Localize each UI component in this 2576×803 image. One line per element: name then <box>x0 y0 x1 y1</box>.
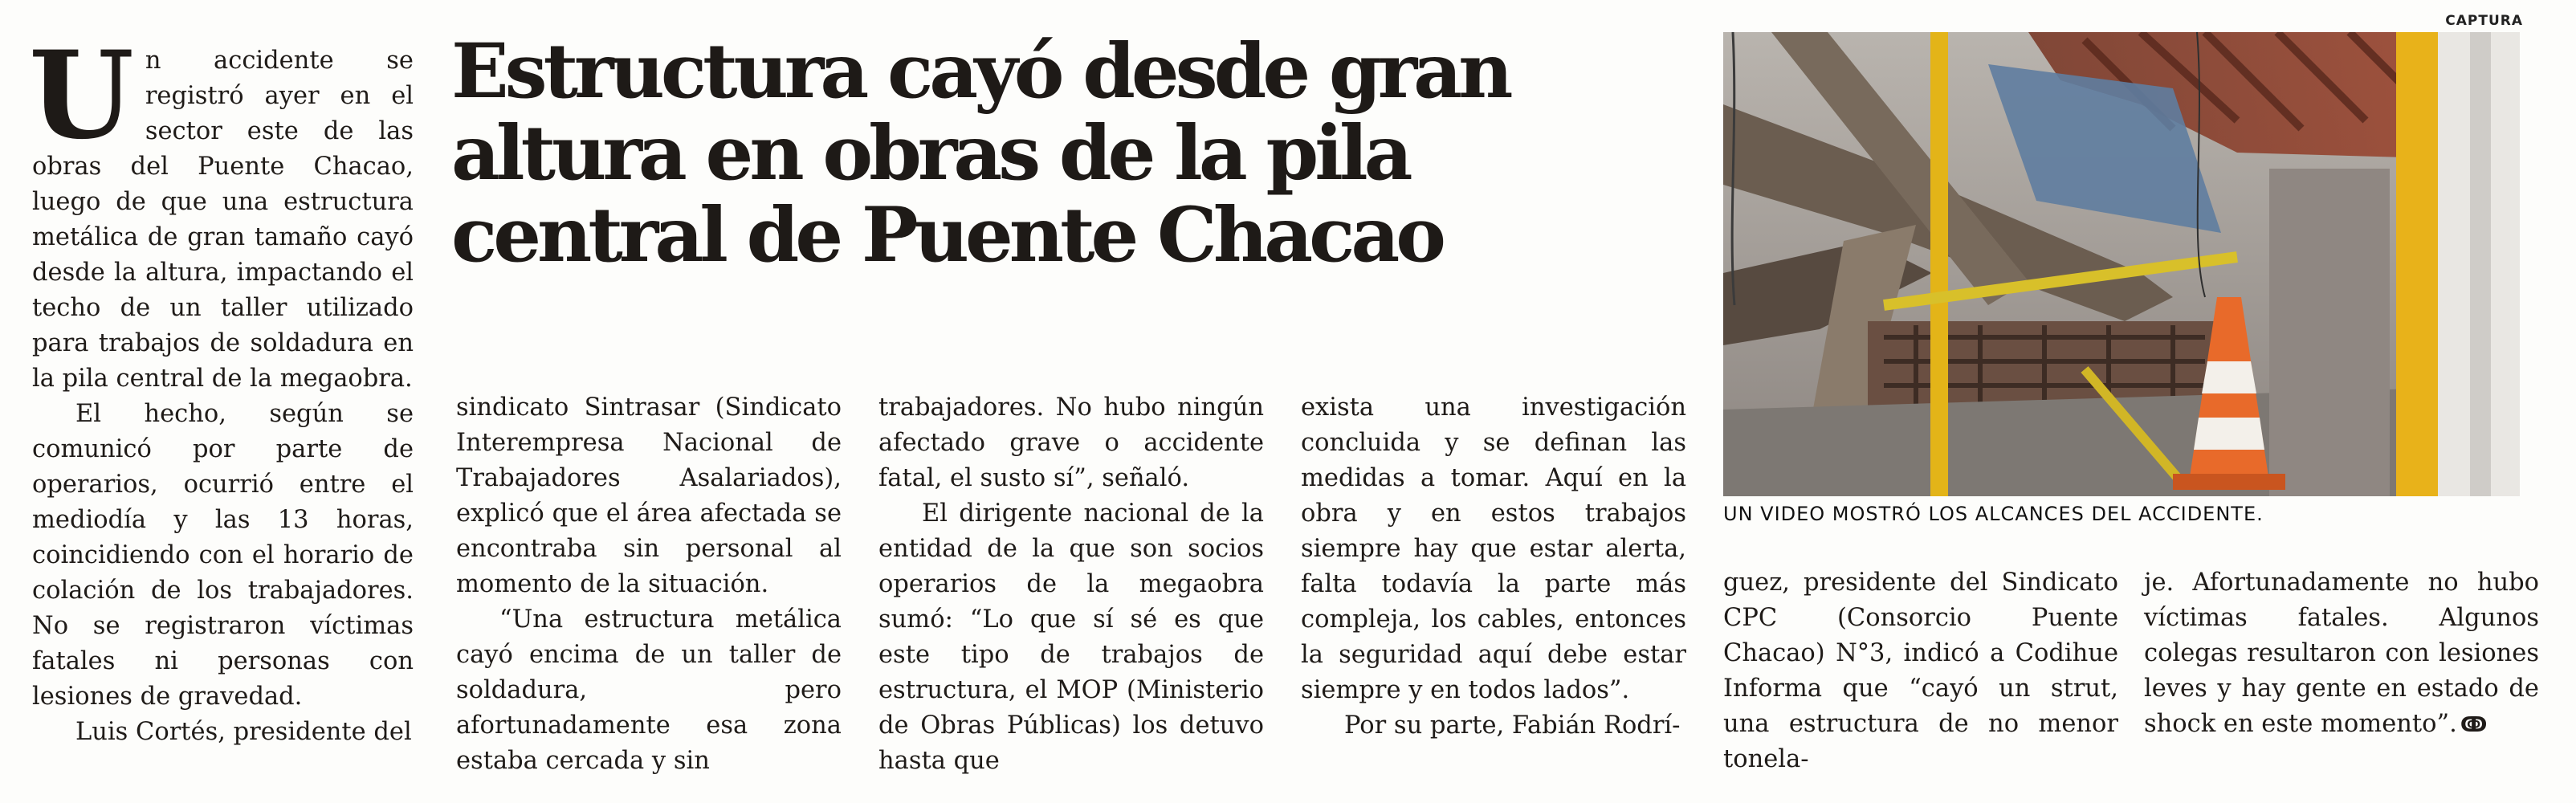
article-column-5 <box>1723 565 2118 777</box>
col1-paragraph-2: El hecho, según se comunicó por parte de operarios, ocurrió entre el mediodía y las 13 horas, coincidiendo con el horario de colación de los trabajadores. No se registraron víctimas fatales ni personas con lesiones de gravedad. <box>32 400 414 711</box>
article-column-4 <box>1301 390 1686 744</box>
photo-credit: CAPTURA <box>2445 13 2523 29</box>
accident-photo <box>1723 32 2520 496</box>
article-column-1 <box>29 25 414 750</box>
col2-paragraph-2: “Una estructura metálica cayó encima de un taller de soldadura, pero afortunadamente esa zona estaba cercada y sin <box>456 605 842 775</box>
article-column-6 <box>2144 565 2539 743</box>
col1-paragraph-3: Luis Cortés, presidente del <box>75 718 412 746</box>
col6-paragraph-1: je. Afortunadamente no hubo víctimas fatales. Algunos colegas resultaron con lesiones leves y hay gente en estado de shock en este momento”. <box>2144 569 2539 738</box>
col3-paragraph-2: El dirigente nacional de la entidad de la que son socios operarios de la megaobra sumó: “Lo que sí sé es que este tipo de trabajos de estructura, el MOP (Ministerio de Obras Públicas) los detuvo hasta que <box>878 499 1264 775</box>
end-of-article-mark: ↂ <box>2460 713 2488 737</box>
col3-paragraph-1: trabajadores. No hubo ningún afectado grave o accidente fatal, el susto sí”, señaló. <box>878 393 1264 492</box>
article-column-3 <box>878 390 1264 779</box>
col4-paragraph-1: exista una investigación concluida y se definan las medidas a tomar. Aquí en la obra y en estos trabajos siempre hay que estar alerta, falta todavía la parte más compleja, los cables, entonces la seguridad aquí debe estar siempre y en todos lados”. <box>1301 393 1686 704</box>
col2-paragraph-1: sindicato Sintrasar (Sindicato Interempresa Nacional de Trabajadores Asalariados), explicó que el área afectada se encontraba sin personal al momento de la situación. <box>456 393 842 598</box>
photo-caption: UN VIDEO MOSTRÓ LOS ALCANCES DEL ACCIDENTE. <box>1723 503 2264 525</box>
drop-cap: U <box>29 25 134 166</box>
headline: Estructura cayó desde gran altura en obras de la pila central de Puente Chacao <box>451 27 1510 279</box>
article-column-2 <box>456 390 842 779</box>
col4-paragraph-2: Por su parte, Fabián Rodrí- <box>1344 711 1681 740</box>
construction-debris-illustration <box>1723 32 2520 496</box>
col5-paragraph-1: guez, presidente del Sindicato CPC (Consorcio Puente Chacao) N°3, indicó a Codihue Informa que “cayó un strut, una estructura de no menor tonela- <box>1723 569 2118 773</box>
col1-paragraph-1: n accidente se registró ayer en el sector este de las obras del Puente Chacao, luego de que una estructura metálica de gran tamaño cayó desde la altura, impactando el techo de un taller utilizado para trabajos de soldadura en la pila central de la megaobra. <box>32 47 414 393</box>
